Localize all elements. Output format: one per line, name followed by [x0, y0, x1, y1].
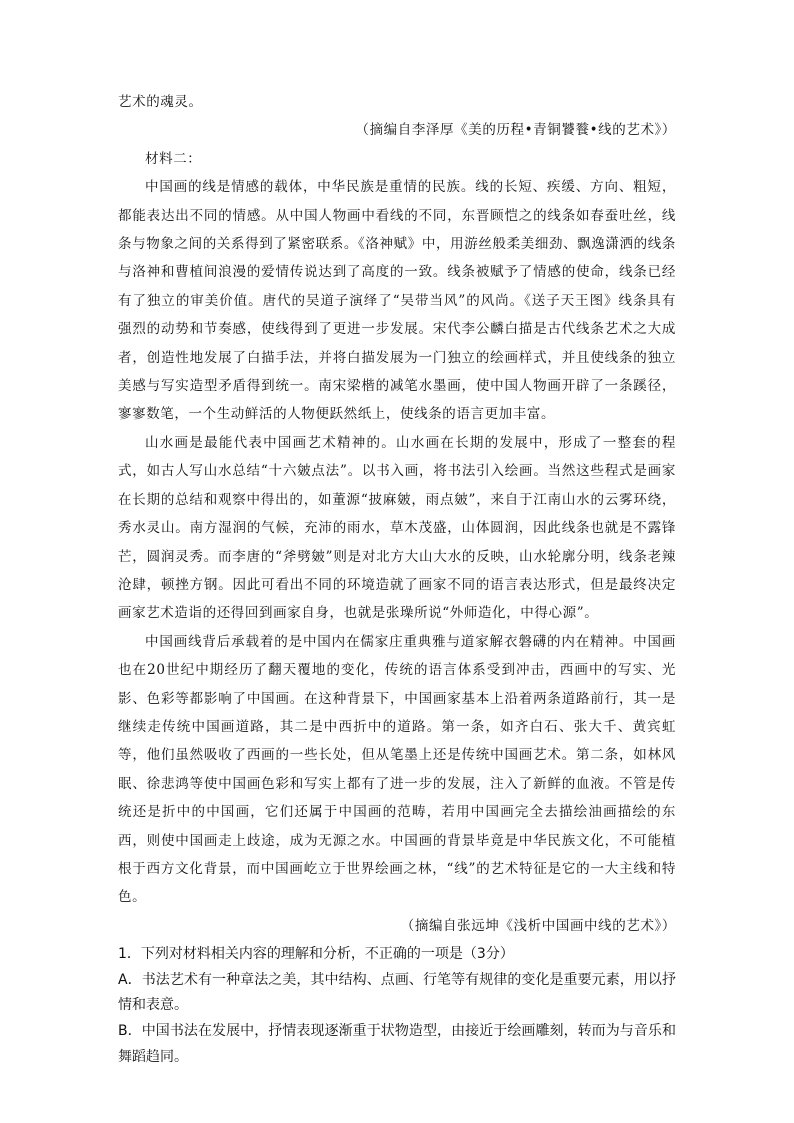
- paragraph-3: 中国画线背后承载着的是中国内在儒家庄重典雅与道家解衣磐礴的内在精神。中国画也在20世纪中期经历了翻天覆地的变化，传统的语言体系受到冲击，西画中的写实、光影、色彩等都影响了中国画。在这种背景下，中国画家基本上沿着两条道路前行，其一是继续走传统中国画道路，其二是中西折中的道路。第一条，如齐白石、张大千、黄宾虹等，他们虽然吸收了西画的一些长处，但从笔墨上还是传统中国画艺术。第二条，如林风眠、徐悲鸿等使中国画色彩和写实上都有了进一步的发展，注入了新鲜的血液。不管是传统还是折中的中国画，它们还属于中国画的范畴，若用中国画完全去描绘油画描绘的东西，则使中国画走上歧途，成为无源之水。中国画的背景毕竟是中华民族文化，不可能植根于西方文化背景，而中国画屹立于世界绘画之林，“线”的艺术特征是它的一大主线和特色。: [118, 633, 676, 906]
- question-1: [118, 942, 676, 1070]
- reading-material: [118, 88, 676, 940]
- source-citation-1: （摘编自李泽厚《美的历程•青铜饕餮•线的艺术》）: [355, 122, 676, 139]
- material1-ending-line: 艺术的魂灵。: [118, 94, 203, 110]
- option-a: A．书法艺术有一种章法之美，其中结构、点画、行笔等有规律的变化是重要元素，用以抒情和表意。: [118, 971, 676, 1014]
- question-title: 1．下列对材料相关内容的理解和分析，不正确的一项是（3分）: [118, 946, 514, 963]
- paragraph-1: 中国画的线是情感的载体，中华民族是重情的民族。线的长短、疾缓、方向、粗短，都能表达出不同的情感。从中国人物画中看线的不同，东晋顾恺之的线条如春蚕吐丝，线条与物象之间的关系得到了紧密联系。《洛神赋》中，用游丝般柔美细劲、飘逸潇洒的线条与洛神和曹植间浪漫的爱情传说达到了高度的一致。线条被赋予了情感的使命，线条已经有了独立的审美价值。唐代的吴道子演绎了“吴带当风”的风尚。《送子天王图》线条具有强烈的动势和节奏感，使线得到了更进一步发展。宋代李公麟白描是古代线条艺术之大成者，创造性地发展了白描手法，并将白描发展为一门独立的绘画样式，并且使线条的独立美感与写实造型矛盾得到统一。南宋梁楷的减笔水墨画，使中国人物画开辟了一条蹊径，寥寥数笔，一个生动鲜活的人物便跃然纸上，使线条的语言更加丰富。: [118, 179, 676, 423]
- paragraph-2: 山水画是最能代表中国画艺术精神的。山水画在长期的发展中，形成了一整套的程式，如古人写山水总结“十六皴点法”。以书入画，将书法引入绘画。当然这些程式是画家在长期的总结和观察中得出的，如董源“披麻皴，雨点皴”，来自于江南山水的云雾环绕，秀水灵山。南方湿润的气候，充沛的雨水，草木茂盛，山体圆润，因此线条也就是不露锋芒，圆润灵秀。而李唐的“斧劈皴”则是对北方大山大水的反映，山水轮廓分明，线条老辣沧肆，顿挫方钢。因此可看出不同的环境造就了画家不同的语言表达形式，但是最终决定画家艺术造诣的还得回到画家自身，也就是张璪所说“外师造化，中得心源”。: [118, 434, 676, 622]
- material2-label: 材料二：: [145, 150, 202, 167]
- option-b: B．中国书法在发展中，抒情表现逐渐重于状物造型，由接近于绘画雕刻，转而为与音乐和舞蹈趋同。: [118, 1022, 676, 1065]
- source-citation-2: （摘编自张远坤《浅析中国画中线的艺术》）: [400, 917, 676, 934]
